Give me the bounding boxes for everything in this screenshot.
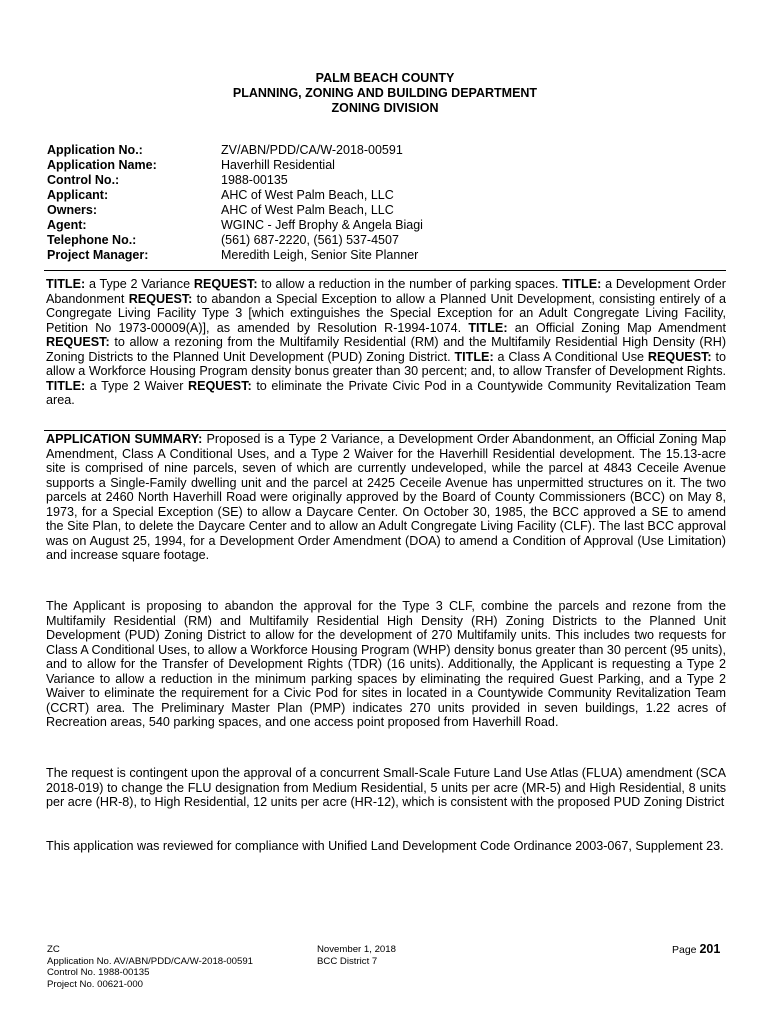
title-request-block: TITLE: a Type 2 Variance REQUEST: to allow a reduction in the number of parking spaces. TITLE: a Development Order Abandonment REQUEST: to abandon a Special Exception to allow a Planned Unit Development, consisting entirely of a Congregate Living Facility Type 3 [which extinguishes the Special Exception for an Adult Congregate Living Facility, Petition No 1973-00009(A)], as amended by Resolution R-1994-1074. TITLE: an Official Zoning Map Amendment REQUEST: to allow a rezoning from the Multifamily Residential (RM) and the Multifamily Residential High Density (RH) Zoning Districts to the Planned Unit Development (PUD) Zoning District. TITLE: a Class A Conditional Use REQUEST: to allow a Workforce Housing Program density bonus greater than 30 percent; and, to allow Transfer of Development Rights. TITLE: a Type 2 Waiver REQUEST: to eliminate the Private Civic Pod in a Countywide Community Revitalization Team area.: [46, 277, 727, 407]
application-info-table: [47, 143, 727, 263]
title-text: an Official Zoning Map Amendment: [514, 320, 726, 335]
footer-page: [672, 944, 720, 957]
title-keyword: TITLE:: [562, 277, 602, 291]
info-value: Haverhill Residential: [221, 158, 335, 172]
footer-left: [47, 944, 253, 990]
divider-line: [44, 430, 726, 431]
footer-middle: [317, 944, 396, 967]
info-row: [47, 188, 727, 203]
request-text: to allow a Workforce Housing Program density bonus greater than 30 percent; and, to allow Transfer of Development Rights.: [46, 349, 726, 378]
body-paragraph: The request is contingent upon the approval of a concurrent Small-Scale Future Land Use Atlas (FLUA) amendment (SCA 2018-019) to change the FLU designation from Medium Residential, 5 units per acre (MR-5) and High Residential, 8 units per acre (HR-8), to High Residential, 12 units per acre (HR-12), which is consistent with the proposed PUD Zoning District: [46, 766, 726, 809]
info-row: [47, 203, 727, 218]
info-label: Control No.:: [47, 173, 120, 187]
body-paragraph: This application was reviewed for compliance with Unified Land Development Code Ordinance 2003-067, Supplement 23.: [46, 839, 724, 853]
info-row: [47, 173, 727, 188]
info-value: ZV/ABN/PDD/CA/W-2018-00591: [221, 143, 403, 157]
info-row: [47, 143, 727, 158]
request-keyword: REQUEST:: [193, 277, 258, 291]
info-label: Application No.:: [47, 143, 143, 157]
info-value: Meredith Leigh, Senior Site Planner: [221, 248, 419, 262]
info-label: Project Manager:: [47, 248, 149, 262]
info-row: [47, 218, 727, 233]
header-county: PALM BEACH COUNTY: [315, 71, 455, 85]
request-text: to allow a reduction in the number of parking spaces.: [261, 277, 559, 291]
title-text: a Development Order Abandonment: [46, 277, 726, 306]
info-value: 1988-00135: [221, 173, 288, 187]
info-label: Applicant:: [47, 188, 109, 202]
title-text: a Type 2 Waiver: [89, 378, 184, 393]
footer-project-no: Project No. 00621-000: [47, 978, 143, 990]
request-text: to abandon a Special Exception to allow a Planned Unit Development, consisting entirely of a Congregate Living Facility Type 3 [which extinguishes the Special Exception for an Adult Congregate Living Facility, Petition No 1973-00009(A)], as amended by Resolution R-1994-1074.: [46, 291, 727, 335]
body-paragraph: The Applicant is proposing to abandon the approval for the Type 3 CLF, combine the parcels and rezone from the Multifamily Residential (RM) and Multifamily Residential High Density (RH) Zoning Districts to the Planned Unit Development (PUD) Zoning District to allow for the development of 270 Multifamily units. This includes two requests for Class A Conditional Uses, to allow a Workforce Housing Program (WHP) density bonus greater than 30 percent (95 units), and to allow for the Transfer of Development Rights (TDR) (16 units). Additionally, the Applicant is requesting a Type 2 Variance to allow a reduction in the minimum parking spaces by eliminating the required Guest Parking, and a Type 2 Waiver to eliminate the requirement for a Civic Pod for sites in located in a Countywide Community Revitalization Team (CCRT) area. The Preliminary Master Plan (PMP) indicates 270 units provided in seven buildings, 1.22 acres of Recreation areas, 540 parking spaces, and one access point proposed from Haverhill Road.: [46, 599, 726, 729]
request-keyword: REQUEST:: [128, 291, 193, 306]
info-value: AHC of West Palm Beach, LLC: [221, 188, 394, 202]
footer-zc: ZC: [47, 944, 60, 955]
info-label: Telephone No.:: [47, 233, 137, 247]
title-keyword: TITLE:: [46, 378, 86, 393]
application-summary: [46, 432, 726, 563]
request-keyword: REQUEST: [188, 378, 248, 393]
divider-line: [44, 270, 726, 271]
summary-heading: APPLICATION SUMMARY:: [46, 432, 203, 446]
title-text: a Class A Conditional Use: [497, 349, 645, 364]
title-text: a Type 2 Variance: [88, 277, 191, 291]
page-label: Page: [672, 944, 697, 956]
info-row: [47, 158, 727, 173]
info-label: Application Name:: [47, 158, 157, 172]
summary-text: Proposed is a Type 2 Variance, a Development Order Abandonment, an Official Zoning Map Amendment, Class A Conditional Uses, and a Type 2 Waiver for the Haverhill Residential development. The 15.13-acre site is comprised of nine parcels, seven of which are currently undeveloped, while the parcel at 4843 Ceceile Avenue supports a Single-Family dwelling unit and the parcel at 2425 Ceceile Avenue has unpermitted structures on it. The two parcels at 2460 North Haverhill Road were originally approved by the Board of County Commissioners (BCC) on May 8, 1973, for a Special Exception (SE) to allow a Daycare Center. On October 30, 1985, the BCC approved a SE to amend the Site Plan, to delete the Daycare Center and to allow an Adult Congregate Living Facility (CLF). The last BCC approval was on August 25, 1994, for a Development Order Amendment (DOA) to amend a Condition of Approval (Use Limitation) and increase square footage.: [46, 432, 727, 562]
header-department: PLANNING, ZONING AND BUILDING DEPARTMENT: [232, 86, 538, 100]
footer-application-no: Application No. AV/ABN/PDD/CA/W-2018-00591: [47, 955, 254, 967]
info-row: [47, 233, 727, 248]
footer-district: BCC District 7: [317, 955, 378, 967]
request-keyword: REQUEST:: [647, 349, 712, 364]
info-value: AHC of West Palm Beach, LLC: [221, 203, 394, 217]
page-number: 201: [699, 942, 721, 956]
request-text: to allow a rezoning from the Multifamily Residential (RM) and the Multifamily Residential High Density (RH) Zoning Districts to the Planned Unit Development (PUD) Zoning District.: [46, 335, 727, 364]
header-division: ZONING DIVISION: [331, 101, 439, 115]
title-keyword: TITLE:: [454, 349, 494, 364]
info-row: [47, 248, 727, 263]
info-label: Agent:: [47, 218, 87, 232]
document-header: [0, 71, 770, 116]
title-keyword: TITLE:: [468, 320, 508, 335]
request-text: to eliminate the Private Civic Pod in a Countywide Community Revitalization Team area.: [46, 378, 727, 407]
request-keyword: REQUEST:: [46, 335, 110, 349]
info-value: (561) 687-2220, (561) 537-4507: [221, 233, 399, 247]
info-label: Owners:: [47, 203, 98, 217]
info-value: WGINC - Jeff Brophy & Angela Biagi: [221, 218, 423, 232]
footer-control-no: Control No. 1988-00135: [47, 967, 150, 978]
title-keyword: TITLE:: [46, 277, 86, 291]
footer-date: November 1, 2018: [317, 944, 396, 955]
